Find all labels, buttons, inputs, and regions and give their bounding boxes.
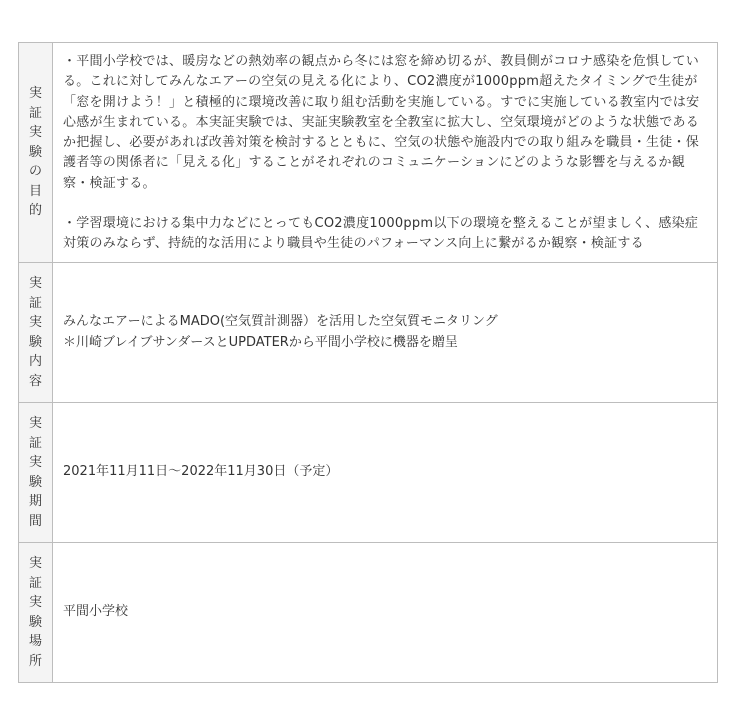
period-text: 2021年11月11日〜2022年11月30日（予定）	[63, 464, 339, 480]
row-header-cell	[19, 403, 53, 543]
place-text: 平間小学校	[63, 604, 129, 620]
purpose-paragraph-1: ・平間小学校では、暖房などの熱効率の観点から冬には窓を締め切るが、教員側がコロナ感染を危惧している。これに対してみんなエアーの空気の見える化により、CO2濃度が1000ppm超えたタイミングで生徒が「窓を開けよう！」と積極的に環境改善に取り組む活動を実施している。すでに実施している教室内では安心感が生まれている。本実証実験では、実証実験教室を全教室に拡大し、空気環境がどのような状態であるか把握し、必要があれば改善対策を検討するとともに、空気の状態や施設内での取り組みを職員・生徒・保護者等の関係者に「見える化」することがそれぞれのコミュニケーションにどのような影響を与えるか観察・検証する。	[63, 54, 700, 191]
table-row-place	[19, 543, 718, 683]
row-label-content: 実証実験内容	[28, 276, 42, 389]
table-row-purpose	[19, 43, 718, 263]
content-cell	[53, 263, 718, 403]
purpose-cell	[53, 43, 718, 263]
table-row-period	[19, 403, 718, 543]
info-table	[18, 42, 718, 683]
period-cell	[53, 403, 718, 543]
content-line-2: ＊川崎ブレイブサンダースとUPDATERから平間小学校に機器を贈呈	[63, 334, 458, 350]
row-label-place: 実証実験場所	[28, 556, 42, 669]
row-label-period: 実証実験期間	[28, 416, 42, 529]
purpose-paragraph-2: ・学習環境における集中力などにとってもCO2濃度1000ppm以下の環境を整えることが望ましく、感染症対策のみならず、持続的な活用により職員や生徒のパフォーマンス向上に繋がるか観察・検証する	[63, 216, 699, 252]
row-label-purpose: 実証実験の目的	[28, 86, 42, 219]
table-row-content	[19, 263, 718, 403]
place-cell	[53, 543, 718, 683]
row-header-cell	[19, 543, 53, 683]
content-line-1: みんなエアーによるMADO(空気質計測器）を活用した空気質モニタリング	[63, 314, 498, 330]
row-header-cell	[19, 263, 53, 403]
row-header-cell	[19, 43, 53, 263]
